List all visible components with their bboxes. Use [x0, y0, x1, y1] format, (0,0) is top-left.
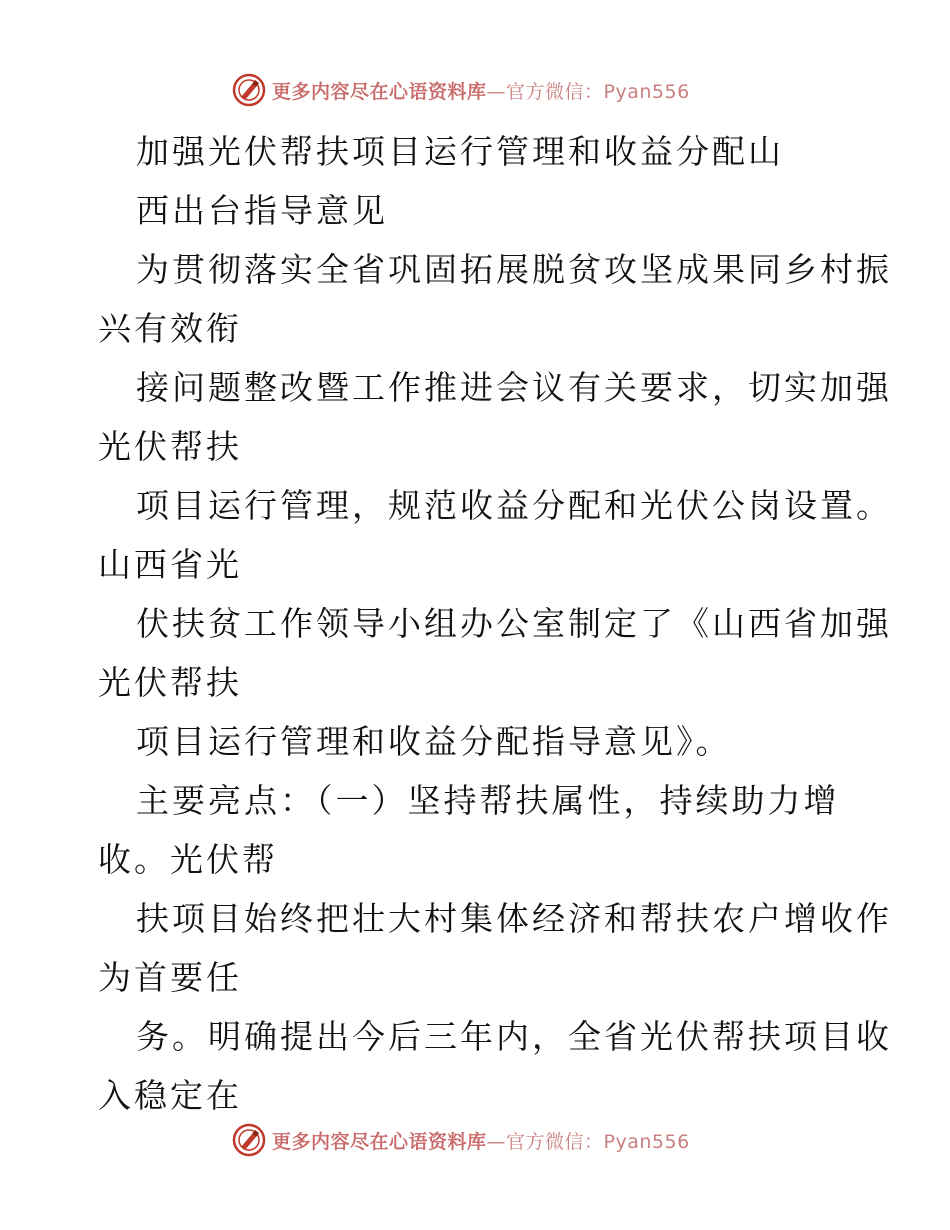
- text-line: 务。明确提出今后三年内，全省光伏帮扶项目收: [136, 1017, 892, 1056]
- text-line: 光伏帮扶: [98, 663, 242, 702]
- text-line: 兴有效衔: [98, 309, 242, 348]
- watermark-text: 更多内容尽在心语资料库—官方微信：Pyan556: [272, 1130, 690, 1153]
- text-line: 项目运行管理，规范收益分配和光伏公岗设置。: [136, 486, 892, 525]
- logo-icon: [232, 73, 266, 107]
- text-line: 入稳定在: [98, 1076, 242, 1115]
- text-line: 加强光伏帮扶项目运行管理和收益分配山: [136, 132, 784, 171]
- header-watermark: [232, 70, 690, 110]
- article-body: [98, 122, 892, 1125]
- text-line: 西出台指导意见: [136, 191, 388, 230]
- watermark-text: 更多内容尽在心语资料库—官方微信：Pyan556: [272, 80, 690, 103]
- text-line: 项目运行管理和收益分配指导意见》。: [136, 722, 732, 761]
- text-line: 山西省光: [98, 545, 242, 584]
- text-line: 为首要任: [98, 958, 242, 997]
- text-line: 伏扶贫工作领导小组办公室制定了《山西省加强: [136, 604, 892, 643]
- text-line: 扶项目始终把壮大村集体经济和帮扶农户增收作: [136, 899, 892, 938]
- text-line: 接问题整改暨工作推进会议有关要求，切实加强: [136, 368, 892, 407]
- text-line: 主要亮点：（一）坚持帮扶属性，持续助力增: [136, 781, 840, 820]
- logo-icon: [232, 1123, 266, 1157]
- footer-watermark: [232, 1120, 690, 1160]
- text-line: 为贯彻落实全省巩固拓展脱贫攻坚成果同乡村振: [136, 250, 892, 289]
- text-line: 收。光伏帮: [98, 840, 278, 879]
- text-line: 光伏帮扶: [98, 427, 242, 466]
